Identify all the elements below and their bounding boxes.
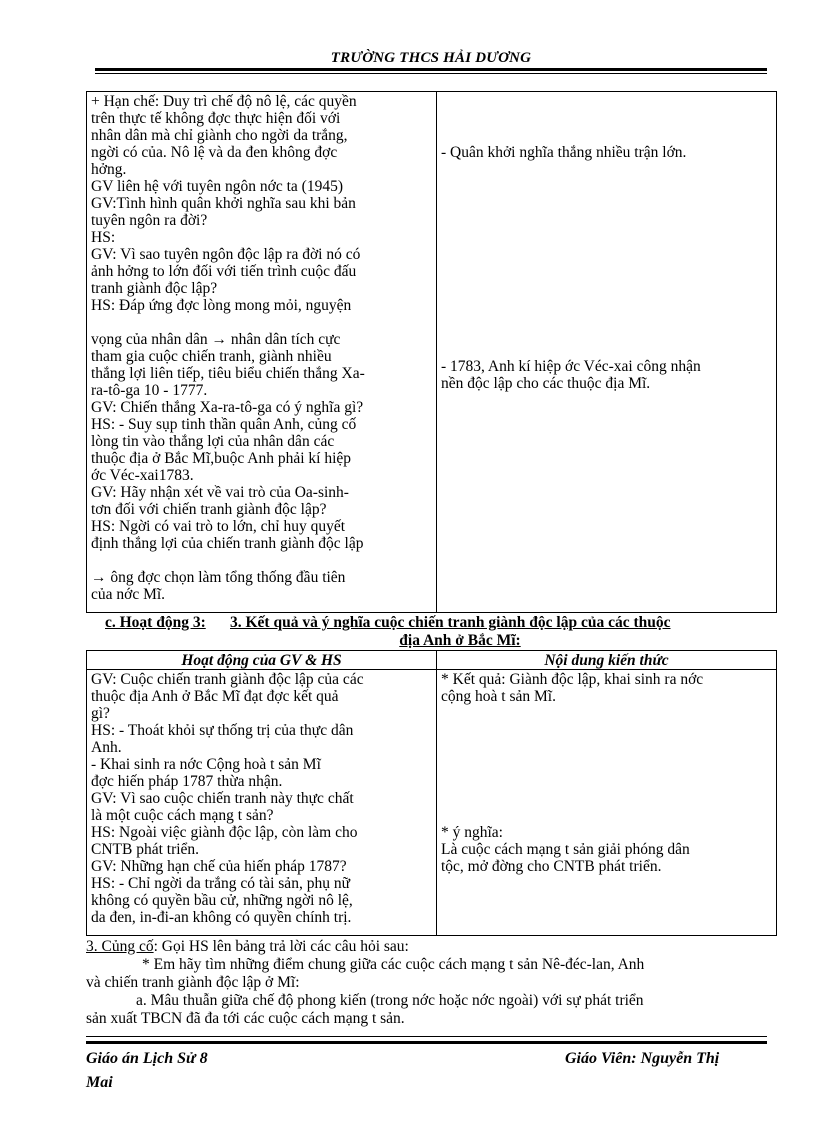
text-line: GV: Hãy nhận xét về vai trò của Oa-sinh- [91,484,349,501]
text-line: lòng tin vào thắng lợi của nhân dân các [91,433,335,450]
text-line: ảnh hởng to lớn đối với tiến trình cuộc đấu [91,263,357,280]
footer-teacher-name-end: Mai [86,1074,113,1091]
knowledge-line: cộng hoà t sản Mĩ. [441,688,556,705]
section-title-2: địa Anh ở Bắc Mĩ: [399,632,521,649]
text-line: không có quyền bầu cử, những ngời nô lệ, [91,892,353,909]
text-line: → ông đợc chọn làm tổng thống đầu tiên [91,569,346,586]
text-line: đợc hiến pháp 1787 thừa nhận. [91,773,283,790]
text-line: trên thực tế không đợc thực hiện đối với [91,110,341,127]
text-line: CNTB phát triển. [91,841,200,858]
text-line: nhân dân mà chỉ giành cho ngời da trắng, [91,127,348,144]
text-line: GV liên hệ với tuyên ngôn nớc ta (1945) [91,178,344,195]
teacher-student-cell [87,92,437,613]
section-title-1: 3. Kết quả và ý nghĩa cuộc chiến tranh giành độc lập của các thuộc [230,614,671,631]
text-line: HS: - Chỉ ngời da trắng có tài sản, phụ nữ [91,875,350,892]
text-line: - Khai sinh ra nớc Cộng hoà t sản Mĩ [91,756,321,773]
text-line: HS: Ngời có vai trò to lớn, chỉ huy quyết [91,518,346,535]
footer-left [86,1047,208,1095]
knowledge-line: - Quân khởi nghĩa thắng nhiều trận lớn. [441,144,687,161]
text-line: ra-tô-ga 10 - 1777. [91,382,208,399]
text-line: tranh giành độc lập? [91,280,218,297]
section-label: c. Hoạt động 3: [105,614,206,631]
header-rule-thin [95,73,767,74]
teacher-student-cell [87,670,437,936]
text-line: gì? [91,705,110,722]
column-header-knowledge: Nội dung kiến thức [437,651,777,670]
text-line: GV: Vì sao tuyên ngôn độc lập ra đời nó có [91,246,361,263]
text-line: GV: Chiến thắng Xa-ra-tô-ga có ý nghĩa gì? [91,399,364,416]
knowledge-cell [437,92,777,613]
knowledge-cell [437,670,777,936]
text-line: tơn đối với chiến tranh giành độc lập? [91,501,327,518]
lesson-table-1 [86,91,777,613]
text-line: vọng của nhân dân → nhân dân tích cực [91,331,341,348]
consolidation-answer-cont: sản xuất TBCN đã đa tới các cuộc cách mạng t sản. [86,1010,405,1027]
text-line: thuộc địa ở Bắc Mĩ,buộc Anh phải kí hiệp [91,450,352,467]
header-rule [95,68,767,71]
text-line: HS: - Suy sụp tinh thần quân Anh, củng cố [91,416,357,433]
knowledge-line: tộc, mở đờng cho CNTB phát triển. [441,858,662,875]
consolidation-question: * Em hãy tìm những điểm chung giữa các cuộc cách mạng t sản Nê-đéc-lan, Anh [142,956,645,973]
text-line: của nớc Mĩ. [91,586,166,603]
text-line: GV: Những hạn chế của hiến pháp 1787? [91,858,347,875]
footer-rule-thin [86,1036,767,1037]
text-line: GV:Tình hình quân khởi nghĩa sau khi bản [91,195,356,212]
footer-rule [86,1041,767,1044]
text-line: tuyên ngôn ra đời? [91,212,208,229]
text-line: Anh. [91,739,122,756]
text-line: ớc Véc-xai1783. [91,467,194,484]
text-line: tham gia cuộc chiến tranh, giành nhiều [91,348,332,365]
text-line: HS: Đáp ứng đợc lòng mong mỏi, nguyện [91,297,352,314]
knowledge-line: * ý nghĩa: [441,824,503,841]
consolidation-section [86,938,776,1028]
text-line: ngời có của. Nô lệ và da đen không đợc [91,144,338,161]
text-line: GV: Vì sao cuộc chiến tranh này thực chất [91,790,354,807]
text-line: định thắng lợi của chiến tranh giành độc lập [91,535,364,552]
text-line: HS: [91,229,116,246]
text-line: + Hạn chế: Duy trì chế độ nô lệ, các quyền [91,93,357,110]
consolidation-label: 3. Củng cố [86,938,154,955]
section-heading [100,614,780,650]
consolidation-text: : Gọi HS lên bảng trả lời các câu hỏi sau: [153,938,409,955]
text-line: thắng lợi liên tiếp, tiêu biểu chiến thắng Xa- [91,365,365,382]
consolidation-question-cont: và chiến tranh giành độc lập ở Mĩ: [86,974,300,991]
column-header-activity: Hoạt động của GV & HS [87,651,437,670]
footer-teacher: Giáo Viên: Nguyễn Thị [565,1050,720,1067]
consolidation-answer: a. Mâu thuẫn giữa chế độ phong kiến (trong nớc hoặc nớc ngoài) với sự phát triển [136,992,644,1009]
knowledge-line: - 1783, Anh kí hiệp ớc Véc-xai công nhận [441,358,701,375]
text-line: HS: Ngoài việc giành độc lập, còn làm cho [91,824,358,841]
lesson-table-2 [86,650,777,936]
text-line: da đen, in-đi-an không có quyền chính trị. [91,909,352,926]
knowledge-line: nền độc lập cho các thuộc địa Mĩ. [441,375,651,392]
knowledge-line: * Kết quả: Giành độc lập, khai sinh ra nớc [441,671,704,688]
knowledge-line: Là cuộc cách mạng t sản giải phóng dân [441,841,690,858]
text-line: GV: Cuộc chiến tranh giành độc lập của các [91,671,364,688]
footer-subject: Giáo án Lịch Sử 8 [86,1050,208,1067]
header-title: TRƯỜNG THCS HẢI DƯƠNG [330,50,532,66]
text-line: thuộc địa Anh ở Bắc Mĩ đạt đợc kết quả [91,688,339,705]
text-line: HS: - Thoát khỏi sự thống trị của thực dân [91,722,354,739]
text-line: là một cuộc cách mạng t sản? [91,807,274,824]
text-line: hởng. [91,161,127,178]
